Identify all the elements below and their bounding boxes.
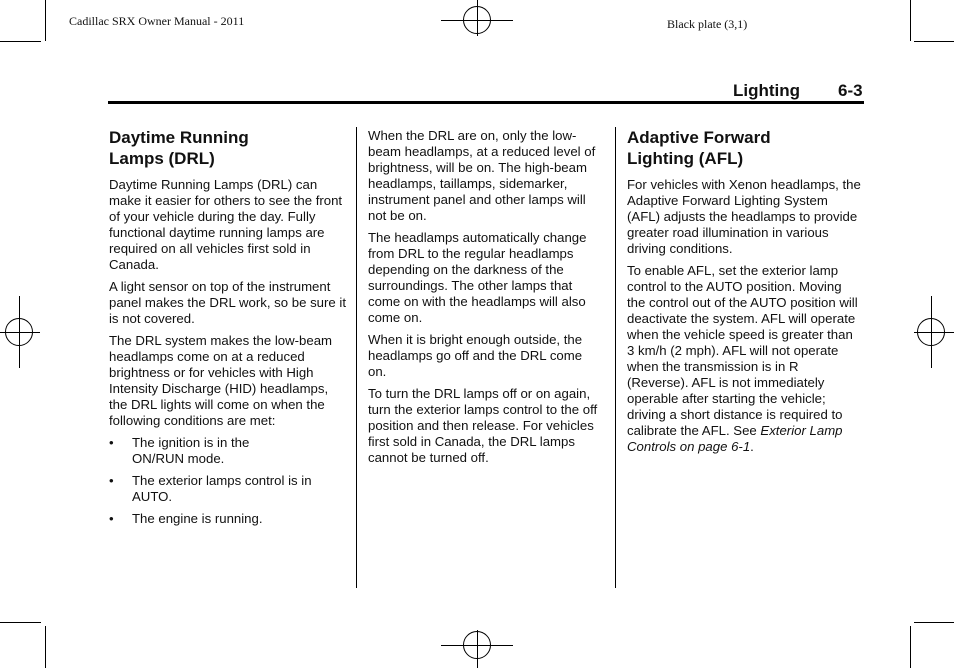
plate-label: Black plate (3,1): [667, 17, 748, 31]
list-item: [109, 435, 272, 467]
paragraph: Daytime Running Lamps (DRL) can make it easier for others to see the front of your vehicle during the day. Fully functional daytime running lamps are required on all vehicles first sold in Canada.: [109, 177, 343, 272]
column-2-body: [368, 128, 600, 472]
paragraph: A light sensor on top of the instrument panel makes the DRL work, so be sure it is not covered.: [109, 279, 346, 326]
section-title-drl: [109, 127, 249, 169]
crop-mark: [45, 0, 46, 41]
crop-mark: [914, 622, 954, 623]
page-number: 6-3: [838, 81, 863, 100]
crop-mark: [0, 41, 41, 42]
list-item: [109, 473, 342, 505]
list-item-text: The engine is running.: [132, 511, 263, 526]
section-title-line: Daytime Running: [109, 128, 249, 147]
running-head-section: Lighting: [733, 81, 801, 100]
list-item-text: The ignition is in the ON/RUN mode.: [132, 435, 250, 466]
paragraph: For vehicles with Xenon headlamps, the Adaptive Forward Lighting System (AFL) adjusts the headlamps to provide greater road illumination in various driving conditions.: [627, 177, 861, 256]
column-divider: [356, 127, 357, 588]
crop-mark: [45, 626, 46, 668]
bullet-glyph: •: [109, 435, 114, 450]
paragraph: [627, 263, 863, 455]
bullet-glyph: •: [109, 473, 114, 488]
list-item-text: The exterior lamps control is in AUTO.: [132, 473, 312, 504]
list-item: [109, 511, 349, 527]
column-divider: [615, 127, 616, 588]
crop-mark: [910, 626, 911, 668]
crop-mark: [914, 41, 954, 42]
section-title-afl: [627, 127, 771, 169]
paragraph: The DRL system makes the low-beam headlamps come on at a reduced brightness or for vehicles with High Intensity Discharge (HID) headlamps, the DRL lights will come on when the following conditions are met:: [109, 333, 333, 428]
section-title-line: Lamps (DRL): [109, 149, 215, 168]
crop-mark: [0, 622, 41, 623]
paragraph: When the DRL are on, only the low-beam headlamps, at a reduced level of brightness, will be on. The high-beam headlamps, taillamps, sidemarker, instrument panel and other lamps will not be on.: [368, 128, 596, 223]
header-rule: [108, 101, 864, 104]
section-title-line: Lighting (AFL): [627, 149, 744, 168]
column-1-body: [109, 177, 349, 533]
paragraph: The headlamps automatically change from DRL to the regular headlamps depending on the darkness of the surroundings. The other lamps that come on with the headlamps will also come on.: [368, 230, 587, 325]
bullet-glyph: •: [109, 511, 114, 526]
paragraph: When it is bright enough outside, the headlamps go off and the DRL come on.: [368, 332, 583, 379]
paragraph-end: .: [750, 439, 754, 454]
cross-reference-link[interactable]: Exterior Lamp Controls on page 6-1: [627, 423, 843, 454]
paragraph-text: To enable AFL, set the exterior lamp control to the AUTO position. Moving the control out of the AUTO position will deactivate the system. AFL will operate when the vehicle speed is greater than 3 km/h (2 mph). AFL will not operate when the transmission is in R (Reverse). AFL is not immediately operable after starting the vehicle; driving a short distance is required to calibrate the AFL. See: [627, 263, 858, 438]
column-3-body: [627, 177, 863, 461]
manual-title: Cadillac SRX Owner Manual - 2011: [69, 14, 245, 28]
crop-mark: [910, 0, 911, 41]
paragraph: To turn the DRL lamps off or on again, turn the exterior lamps control to the off position and then release. For vehicles first sold in Canada, the DRL lamps cannot be turned off.: [368, 386, 598, 465]
section-title-line: Adaptive Forward: [627, 128, 771, 147]
